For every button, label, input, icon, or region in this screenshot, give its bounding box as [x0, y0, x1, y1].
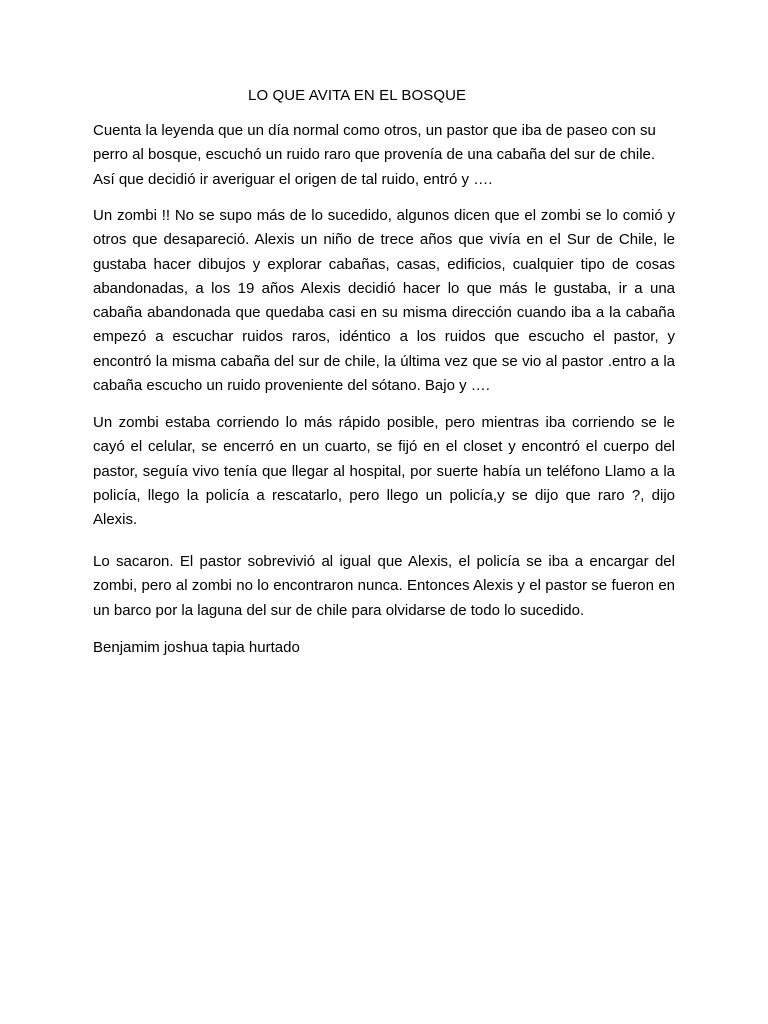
paragraph-2: Un zombi !! No se supo más de lo sucedido, algunos dicen que el zombi se lo comió y otros que desapareció. Alexis un niño de trece años que vivía en el Sur de Chile, le gustaba hacer dibujos y explorar cabañas, casas, edificios, cualquier tipo de cosas abandonadas, a los 19 años Alexis decidió hacer lo que más le gustaba, ir a una cabaña abandonada que quedaba casi en su misma dirección cuando iba a la cabaña empezó a escuchar ruidos raros, idéntico a los ruidos que escucho el pastor, y encontró la misma cabaña del sur de chile, la última vez que se vio al pastor .entro a la cabaña escucho un ruido proveniente del sótano. Bajo y ….	[93, 207, 675, 395]
paragraph-4: Lo sacaron. El pastor sobrevivió al igual que Alexis, el policía se iba a encargar del zombi, pero al zombi no lo encontraron nunca. Entonces Alexis y el pastor se fueron en un barco por la laguna del sur de chile para olvidarse de todo lo sucedido.	[93, 553, 675, 619]
author-signature-line: Benjamim joshua tapia hurtado	[93, 639, 300, 656]
document-title: LO QUE AVITA EN EL BOSQUE	[248, 87, 467, 104]
paragraph-1: Cuenta la leyenda que un día normal como otros, un pastor que iba de paseo con su perro al bosque, escuchó un ruido raro que provenía de una cabaña del sur de chile. Así que decidió ir averiguar el origen de tal ruido, entró y ….	[93, 122, 656, 188]
paragraph-3: Un zombi estaba corriendo lo más rápido posible, pero mientras iba corriendo se le cayó el celular, se encerró en un cuarto, se fijó en el closet y encontró el cuerpo del pastor, seguía vivo tenía que llegar al hospital, por suerte había un teléfono Llamo a la policía, llego la policía a rescatarlo, pero llego un policía,y se dijo que raro ?, dijo Alexis.	[93, 414, 675, 529]
